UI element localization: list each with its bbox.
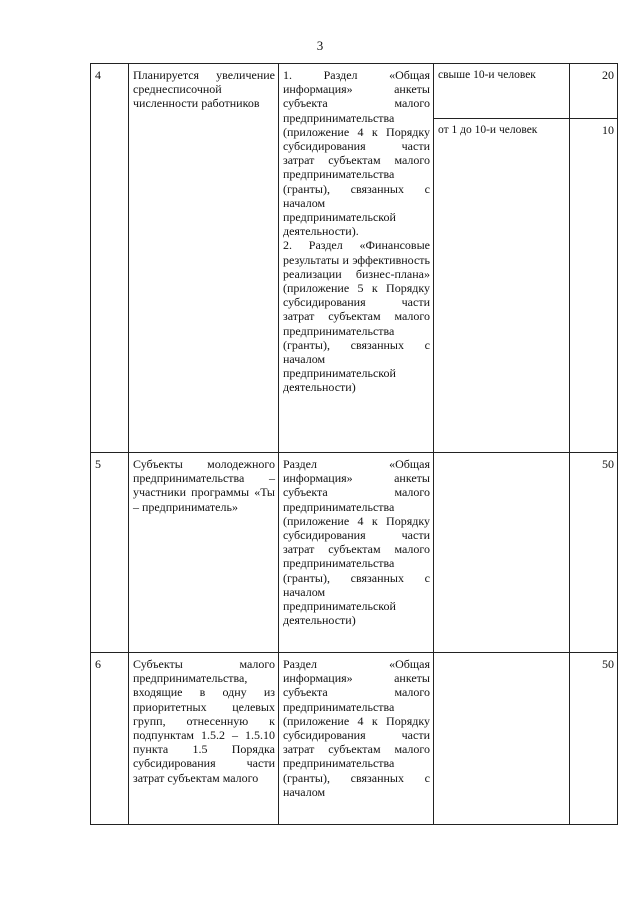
table-row xyxy=(91,64,618,119)
criterion-cell: Планируется увеличение среднесписочной численности работников xyxy=(129,64,279,453)
page-number: 3 xyxy=(316,38,324,53)
criteria-table xyxy=(90,63,618,825)
points-cell: 10 xyxy=(570,119,618,453)
row-number: 5 xyxy=(91,453,129,653)
condition-cell xyxy=(434,453,570,653)
table-row xyxy=(91,453,618,653)
table-row xyxy=(91,653,618,825)
source-cell: Раздел «Общая информация» анкеты субъекта малого предпринимательства (приложение 4 к Порядку субсидирования части затрат субъектам малого предпринимательства (гранты), связанных с началом предпринимательской деятельности) xyxy=(279,453,434,653)
criterion-cell: Субъекты молодежного предпринимательства – участники программы «Ты – предприниматель» xyxy=(129,453,279,653)
source-cell: Раздел «Общая информация» анкеты субъекта малого предпринимательства (приложение 4 к Порядку субсидирования части затрат субъектам малого предпринимательства (гранты), связанных с началом xyxy=(279,653,434,825)
points-cell: 50 xyxy=(570,653,618,825)
points-cell: 20 xyxy=(570,64,618,119)
source-cell: 1. Раздел «Общая информация» анкеты субъекта малого предпринимательства (приложение 4 к Порядку субсидирования части затрат субъектам малого предпринимательства (гранты), связанных с началом предпринимательской деятельности). 2. Раздел «Финансовые результаты и эффективность реализации бизнес-плана» (приложение 5 к Порядку субсидирования части затрат субъектам малого предпринимательства (гранты), связанных с началом предпринимательской деятельности) xyxy=(279,64,434,453)
row-number: 4 xyxy=(91,64,129,453)
row-number: 6 xyxy=(91,653,129,825)
condition-cell: от 1 до 10-и человек xyxy=(434,119,570,453)
points-cell: 50 xyxy=(570,453,618,653)
criterion-cell: Субъекты малого предпринимательства, входящие в одну из приоритетных целевых групп, отнесенную к подпунктам 1.5.2 – 1.5.10 пункта 1.5 Порядка субсидирования части затрат субъектам малого xyxy=(129,653,279,825)
condition-cell xyxy=(434,653,570,825)
condition-cell: свыше 10-и человек xyxy=(434,64,570,119)
